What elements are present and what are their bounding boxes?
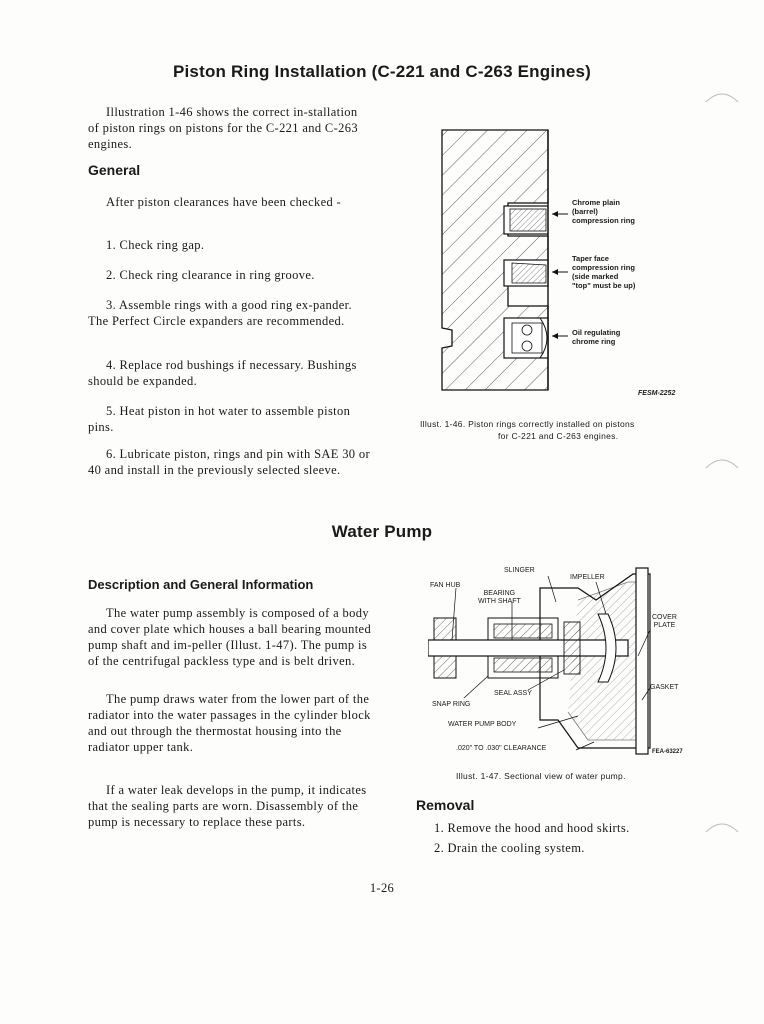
removal-heading: Removal xyxy=(416,797,475,813)
binder-hole-mark-bottom xyxy=(704,816,744,846)
seal-assy-label: SEAL ASSY xyxy=(494,690,532,697)
taper-ring-label: Taper face compression ring (side marked "top" must be up) xyxy=(572,254,636,290)
pump-paragraph-3: If a water leak develops in the pump, it indicates that the sealing parts are worn. Disassembly of the pump is necessary to replace these parts. xyxy=(88,783,367,829)
piston-ring-diagram xyxy=(420,118,720,408)
bearing-label: BEARING WITH SHAFT xyxy=(478,590,521,605)
general-lead: After piston clearances have been checked - xyxy=(106,195,342,209)
pump-body-label: WATER PUMP BODY xyxy=(448,721,517,728)
gasket-label: GASKET xyxy=(650,684,679,691)
step-1: 1. Check ring gap. xyxy=(106,238,205,252)
page-title: Piston Ring Installation (C-221 and C-263 Engines) xyxy=(172,62,592,81)
slinger-label: SLINGER xyxy=(504,567,535,574)
removal-step-1: 1. Remove the hood and hood skirts. xyxy=(434,821,630,835)
binder-hole-mark-middle xyxy=(704,452,744,482)
water-pump-diagram xyxy=(428,560,688,766)
step-5: 5. Heat piston in hot water to assemble piston pins. xyxy=(88,404,351,434)
snap-ring-label: SNAP RING xyxy=(432,701,471,708)
cover-plate-label: COVER PLATE xyxy=(652,614,677,629)
removal-step-2: 2. Drain the cooling system. xyxy=(434,841,585,855)
intro-paragraph: Illustration 1-46 shows the correct in-stallation of piston rings on pistons for the C-221 and C-263 engines. xyxy=(88,105,358,151)
fig147-caption: Illust. 1-47. Sectional view of water pump. xyxy=(456,771,626,781)
page-number: 1-26 xyxy=(369,881,395,895)
clearance-label: .020" TO .030" CLEARANCE xyxy=(456,745,547,752)
fig146-caption: Illust. 1-46. Piston rings correctly installed on pistons for C-221 and C-263 engines. xyxy=(420,419,635,441)
fan-hub-label: FAN HUB xyxy=(430,582,461,589)
description-heading: Description and General Information xyxy=(88,577,314,592)
step-6: 6. Lubricate piston, rings and pin with SAE 30 or 40 and install in the previously selected sleeve. xyxy=(88,447,370,477)
oil-ring-label: Oil regulating chrome ring xyxy=(572,328,621,346)
fig147-code: FEA-63227 xyxy=(652,749,683,755)
step-2: 2. Check ring clearance in ring groove. xyxy=(106,268,315,282)
step-4: 4. Replace rod bushings if necessary. Bushings should be expanded. xyxy=(88,358,357,388)
fig146-code: FESM-2252 xyxy=(638,390,676,397)
chrome-ring-label: Chrome plain (barrel) compression ring xyxy=(572,198,635,225)
pump-paragraph-1: The water pump assembly is composed of a body and cover plate which houses a ball bearing mounted pump shaft and im-peller (Illust. 1-47). The pump is of the centrifugal packless type and is belt driven. xyxy=(88,606,372,668)
pump-paragraph-2: The pump draws water from the lower part of the radiator into the water passages in the cylinder block and out through the thermostat housing into the radiator upper tank. xyxy=(88,692,371,754)
water-pump-heading: Water Pump xyxy=(331,522,433,541)
general-heading: General xyxy=(88,162,141,178)
step-3: 3. Assemble rings with a good ring ex-pander. The Perfect Circle expanders are recommended. xyxy=(88,298,352,328)
impeller-label: IMPELLER xyxy=(570,574,605,581)
binder-hole-mark-top xyxy=(704,86,744,116)
